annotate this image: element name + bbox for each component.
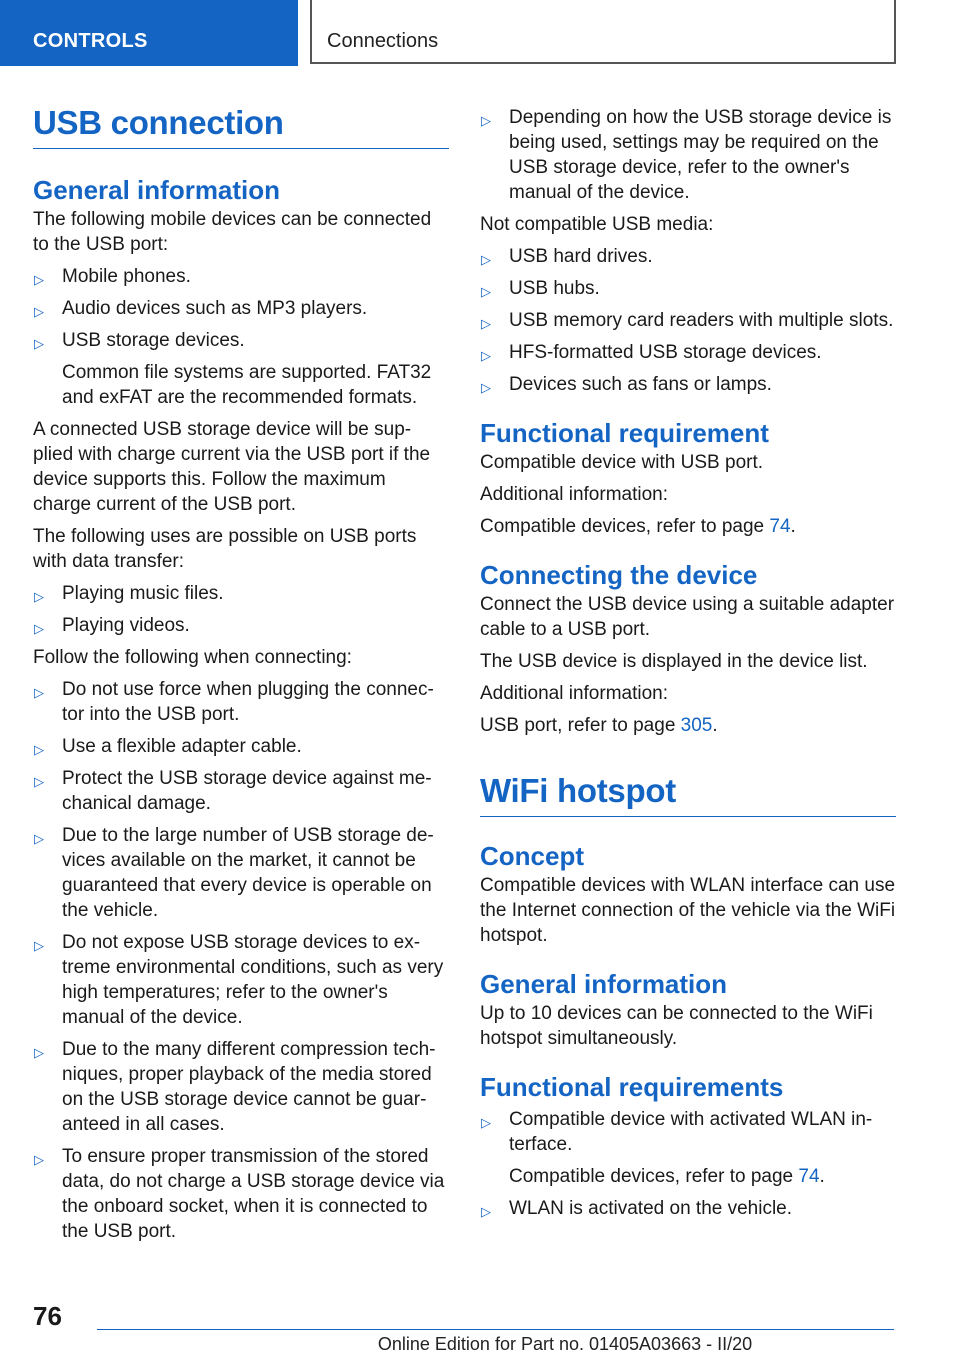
charge-text: A connected USB storage device will be sup-plied with charge current via the USB port if the device supports this. Follow the maximum charge current of the USB port. — [33, 419, 431, 515]
page-number: 76 — [33, 1301, 62, 1331]
list-item: ▷ WLAN is activated on the vehicle. — [480, 1196, 896, 1221]
triangle-bullet-icon: ▷ — [481, 380, 491, 395]
list-item: ▷ Do not expose USB storage devices to ex-treme environmental conditions, such as very high temperatures; refer to the owner's manual of the device. — [34, 932, 444, 1028]
triangle-bullet-icon: ▷ — [34, 831, 44, 846]
triangle-bullet-icon: ▷ — [481, 316, 491, 331]
concept-text: Compatible devices with WLAN interface can use the Internet connection of the vehicle via the WiFi hotspot. — [480, 875, 896, 946]
triangle-bullet-icon: ▷ — [34, 336, 44, 351]
list-item: ▷ Playing videos. — [33, 613, 449, 638]
list-item: ▷ Mobile phones. — [33, 264, 449, 289]
section-tab: CONTROLS — [0, 0, 298, 66]
triangle-bullet-icon: ▷ — [34, 272, 44, 287]
list-item: ▷ USB memory card readers with multiple slots. — [480, 308, 896, 333]
triangle-bullet-icon: ▷ — [34, 1152, 44, 1167]
footer-edition: Online Edition for Part no. 01405A03663 - II/20 — [377, 1334, 753, 1354]
intro-text: The following mobile devices can be connected to the USB port: — [33, 209, 432, 255]
triangle-bullet-icon: ▷ — [34, 685, 44, 700]
wifi-general-text: Up to 10 devices can be connected to the WiFi hotspot simultaneously. — [480, 1003, 873, 1049]
list-item: ▷ Due to the large number of USB storage de-vices available on the market, it cannot be guaranteed that every device is operable on the vehicle. — [34, 825, 434, 921]
wifi-req1-ref: Compatible devices, refer to page 74. — [509, 1166, 825, 1187]
func-req-text: Compatible device with USB port. — [480, 452, 764, 473]
list-item: ▷ Protect the USB storage device against me-chanical damage. — [34, 768, 432, 814]
triangle-bullet-icon: ▷ — [34, 938, 44, 953]
list-item: ▷ Due to the many different compression tech-niques, proper playback of the media stored on the USB storage device cannot be guar-anteed in all cases. — [34, 1039, 436, 1135]
page-link[interactable]: 74 — [798, 1166, 820, 1187]
uses-intro: The following uses are possible on USB ports with data transfer: — [33, 526, 417, 572]
additional-info-label: Additional information: — [480, 484, 668, 505]
triangle-bullet-icon: ▷ — [34, 589, 44, 604]
additional-info-label: Additional information: — [480, 683, 668, 704]
list-item: ▷ USB hard drives. — [480, 244, 896, 269]
triangle-bullet-icon: ▷ — [481, 284, 491, 299]
list-item: ▷ Compatible device with activated WLAN in-terface. — [481, 1109, 873, 1155]
page-link[interactable]: 74 — [769, 516, 791, 537]
triangle-bullet-icon: ▷ — [481, 252, 491, 267]
right-column — [480, 105, 896, 1221]
triangle-bullet-icon: ▷ — [34, 304, 44, 319]
triangle-bullet-icon: ▷ — [34, 742, 44, 757]
wifi-functional-requirements-heading: Functional requirements — [480, 1072, 784, 1102]
list-item: ▷ Depending on how the USB storage device is being used, settings may be required on the USB storage device, refer to the owner's manual of the device. — [481, 107, 892, 203]
connecting-device-heading: Connecting the device — [480, 560, 758, 590]
triangle-bullet-icon: ▷ — [34, 1045, 44, 1060]
devices-note: Common file systems are supported. FAT32 and exFAT are the recommended formats. — [62, 362, 432, 408]
triangle-bullet-icon: ▷ — [481, 348, 491, 363]
wifi-general-heading: General information — [480, 969, 728, 999]
functional-requirement-heading: Functional requirement — [480, 418, 769, 448]
wifi-hotspot-title: WiFi hotspot — [480, 768, 896, 817]
connecting-intro: Follow the following when connecting: — [33, 647, 352, 668]
page-link[interactable]: 305 — [680, 715, 713, 736]
usb-connection-title: USB connection — [33, 100, 449, 149]
triangle-bullet-icon: ▷ — [481, 113, 491, 128]
list-item: ▷ HFS-formatted USB storage devices. — [480, 340, 896, 365]
concept-heading: Concept — [480, 841, 584, 871]
list-item: ▷ To ensure proper transmission of the stored data, do not charge a USB storage device via the onboard socket, when it is connected to the USB port. — [34, 1146, 445, 1242]
left-column — [33, 100, 449, 1244]
page-header — [0, 0, 960, 66]
list-item: ▷ Devices such as fans or lamps. — [480, 372, 896, 397]
list-item: ▷ Use a flexible adapter cable. — [33, 734, 449, 759]
triangle-bullet-icon: ▷ — [34, 621, 44, 636]
triangle-bullet-icon: ▷ — [34, 774, 44, 789]
list-item: ▷ Playing music files. — [33, 581, 449, 606]
list-item: ▷ Do not use force when plugging the connec-tor into the USB port. — [34, 679, 434, 725]
usb-port-ref: USB port, refer to page 305. — [480, 715, 718, 736]
displayed-text: The USB device is displayed in the device list. — [480, 651, 868, 672]
triangle-bullet-icon: ▷ — [481, 1115, 491, 1130]
triangle-bullet-icon: ▷ — [481, 1204, 491, 1219]
compat-ref: Compatible devices, refer to page 74. — [480, 516, 796, 537]
general-info-heading: General information — [33, 175, 281, 205]
list-item: ▷ Audio devices such as MP3 players. — [33, 296, 449, 321]
not-compatible-intro: Not compatible USB media: — [480, 214, 714, 235]
list-item: ▷ USB hubs. — [480, 276, 896, 301]
chapter-title: Connections — [310, 0, 896, 64]
connecting-text: Connect the USB device using a suitable adapter cable to a USB port. — [480, 594, 895, 640]
list-item: ▷ USB storage devices. — [33, 328, 449, 353]
